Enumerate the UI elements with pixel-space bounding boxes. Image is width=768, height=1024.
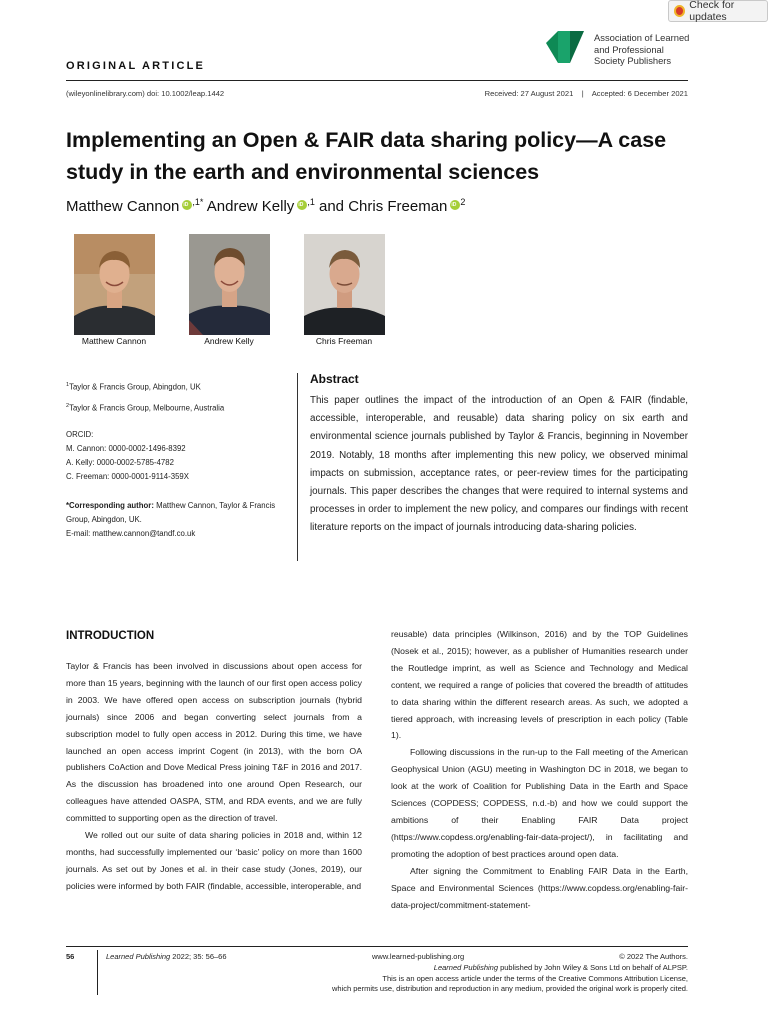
affil-sup: 1: [66, 382, 70, 388]
footer-copyright: © 2022 The Authors.: [619, 952, 688, 961]
corresponding-author: [66, 499, 276, 541]
abstract-heading: Abstract: [310, 372, 359, 386]
author-affil: ,1*: [192, 197, 204, 207]
section-label: ORIGINAL ARTICLE: [66, 60, 206, 72]
introduction-heading: INTRODUCTION: [66, 630, 155, 642]
orcid-entry: M. Cannon: 0000-0002-1496-8392: [66, 444, 186, 453]
author-affil: ,1: [307, 197, 315, 207]
author-line: [66, 197, 465, 215]
footer-citation: [106, 952, 227, 963]
author-photo-cannon: [74, 234, 155, 335]
photo-caption: Andrew Kelly: [204, 336, 254, 346]
paragraph: reusable) data principles (Wilkinson, 2016) and by the TOP Guidelines (Nosek et al., 2015); however, as a publisher of Humanities research under the Routledge imprint, as well as Science and Technology and Medical content, we required a range of policies that covered the breadth of attitudes to data sharing within the different research areas. As such, we adopted a tiered approach, with increasing levels of prescription in each policy (Table 1).: [391, 629, 688, 741]
orcid-entry: C. Freeman: 0000-0001-9114-359X: [66, 472, 189, 481]
footer-license-line: which permits use, distribution and reproduction in any medium, provided the original work is properly cited.: [331, 984, 688, 993]
abstract-text: This paper outlines the impact of the introduction of an Open & FAIR (findable, accessible, interoperable, and reusable) data sharing policy on six earth and environmental science journals published by Taylor & Francis, beginning in November 2019. Notably, 18 months after implementing this new policy, we observed minimal impacts on submission, acceptance rates, or peer-review times for the participating journals. This paper describes the changes that were required to internal systems and processes in order to implement the new policy, and compares our findings with recent literature reports on the impact of journals introducing data-sharing policies.: [310, 395, 688, 534]
orcid-block: [66, 428, 276, 484]
orcid-icon[interactable]: [297, 200, 307, 210]
paragraph: Taylor & Francis has been involved in discussions about open access for more than 15 years, beginning with the launch of our first open access policy in 2003. We have offered open access on subscription journals (hybrid journals) since 2006 and began converting select journals from a subscription model to fully open access in 2012. During this time, we have launched an open access imprint Cogent (in 2013), with the born OA publishers CoAction and Dove Medical Press joining T&F in 2016 and 2017. As the discussion has broadened into one around Open Research, our colleagues have attended OASPA, STM, and RDA events, and we are fully committed to supporting open as the direction of travel.: [66, 661, 362, 824]
logo-line: and Professional: [594, 43, 664, 55]
affil-text: Taylor & Francis Group, Melbourne, Australia: [69, 403, 225, 413]
logo-line: Association of Learned: [594, 32, 690, 43]
left-column: [66, 658, 362, 895]
author-name: Andrew Kelly: [206, 198, 295, 215]
corresponding-text: Matthew Cannon, Taylor & Francis Group, Abingdon, UK.: [66, 501, 276, 524]
affil-sup: 2: [66, 403, 70, 409]
right-column: [391, 626, 688, 913]
footer-url[interactable]: www.learned-publishing.org: [372, 952, 465, 961]
orcid-icon[interactable]: [450, 200, 460, 210]
article-title: Implementing an Open & FAIR data sharing policy—A case study in the earth and environmental sciences: [66, 128, 667, 184]
abstract-bar: [297, 373, 298, 561]
page-number: 56: [66, 952, 75, 961]
logo-line: Society Publishers: [594, 55, 672, 67]
affiliation-1: [66, 378, 276, 395]
author-photo-freeman: [304, 234, 385, 335]
photo-caption: Chris Freeman: [315, 336, 373, 346]
footer-rule: [66, 946, 688, 947]
check-for-updates-label: Check for updates: [689, 0, 735, 23]
paragraph: We rolled out our suite of data sharing policies in 2018 and, within 12 months, had successfully implemented our ‘basic’ policy on more than 1600 journals. As set out by Jones et al. in their case study (Jones, 2019), our policies were informed by both FAIR (findable, accessible, interoperable, and: [66, 830, 362, 891]
footer-journal: Learned Publishing: [106, 952, 171, 961]
author-photo-kelly: [189, 234, 270, 335]
author-name: Matthew Cannon: [66, 198, 180, 215]
footer-citation-text: 2022; 35: 56–66: [170, 952, 227, 961]
corresponding-label: *Corresponding author:: [66, 501, 154, 510]
alpsp-logo-icon: [544, 29, 586, 65]
author-affil: 2: [460, 197, 466, 207]
footer-publisher: published by John Wiley & Sons Ltd on behalf of ALPSP.: [498, 963, 688, 972]
paragraph: After signing the Commitment to Enabling FAIR Data in the Earth, Space and Environmental Sciences (https://www.copdess.org/enabling-fair-data-project/commitment-statement-: [391, 865, 688, 910]
affil-text: Taylor & Francis Group, Abingdon, UK: [69, 382, 201, 392]
header-rule: [66, 80, 688, 81]
photo-caption: Matthew Cannon: [81, 336, 147, 346]
check-for-updates-button[interactable]: [668, 0, 768, 22]
orcid-icon[interactable]: [182, 200, 192, 210]
orcid-heading: ORCID:: [66, 430, 94, 439]
footer-license: [128, 963, 688, 995]
footer-divider: [97, 950, 98, 995]
footer-license-line: This is an open access article under the terms of the Creative Commons Attribution License,: [382, 973, 688, 983]
author-sep: and: [314, 198, 349, 215]
paragraph: Following discussions in the run-up to the Fall meeting of the American Geophysical Union (AGU) meeting in Washington DC in 2018, we began to look at the work of Coalition for Publishing Data in the Earth and Space Sciences (COPDESS; COPDESS, n.d.-b) and how we could support the ambitions of their Enabling FAIR Data project (https://www.copdess.org/enabling-fair-data-project/), in facilitating and promoting the adoption of best practices around open data.: [391, 747, 688, 859]
doi-line: (wileyonlinelibrary.com) doi: 10.1002/leap.1442: [66, 89, 225, 98]
update-badge-icon: [674, 5, 685, 17]
orcid-entry: A. Kelly: 0000-0002-5785-4782: [66, 458, 174, 467]
author-name: Chris Freeman: [348, 198, 448, 215]
affiliation-2: [66, 399, 276, 416]
footer-journal-2: Learned Publishing: [433, 963, 498, 972]
corresponding-email[interactable]: E-mail: matthew.cannon@tandf.co.uk: [66, 529, 196, 538]
alpsp-logo-text: [594, 32, 714, 67]
dates-line: Received: 27 August 2021 | Accepted: 6 December 2021: [484, 89, 688, 98]
